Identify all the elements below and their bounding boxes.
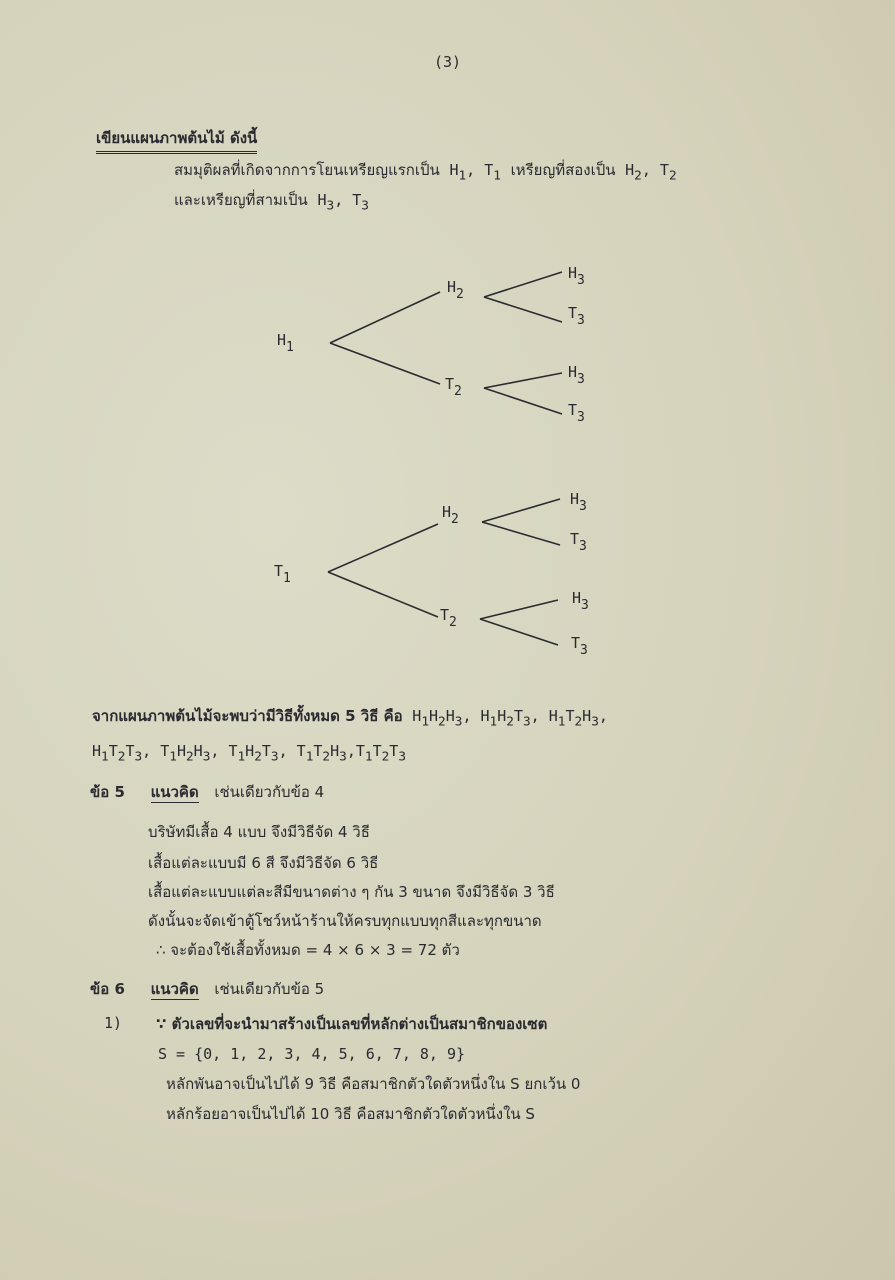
intro-text-b: เหรียญที่สองเป็น: [510, 161, 616, 179]
branch-t1-t2: [328, 572, 438, 617]
item6-label: ข้อ 6: [90, 980, 125, 998]
tree-branches: [328, 272, 562, 645]
item5-line-3: เสื้อแต่ละแบบแต่ละสีมีขนาดต่าง ๆ กัน 3 ขนาด จึงมีวิธีจัด 3 วิธี: [148, 883, 555, 901]
node-h3-a2: H3: [568, 363, 585, 387]
result-prefix: จากแผนภาพต้นไม้จะพบว่ามีวิธีทั้งหมด 5 วิธี คือ: [92, 707, 403, 725]
item5-same-note: เช่นเดียวกับข้อ 4: [214, 783, 325, 801]
node-t2-b: T2: [440, 606, 457, 630]
branch-t1-h2: [328, 524, 438, 572]
coin1-values: $H_1$, $T_1$: [449, 161, 501, 184]
item6-hundreds: หลักร้อยอาจเป็นไปได้ 10 วิธี คือสมาชิกตัวใดตัวหนึ่งใน S: [166, 1105, 535, 1123]
coin3-values: $H_3$, $T_3$: [317, 191, 369, 214]
branch-h2-h3-b: [482, 499, 560, 522]
tree-labels: [274, 264, 589, 658]
item6-sub-label: 1): [104, 1014, 123, 1032]
branch-t2-t3-b: [480, 619, 558, 645]
item6-same-note: เช่นเดียวกับข้อ 5: [214, 980, 325, 998]
item6-idea-label: แนวคิด: [150, 980, 199, 998]
result-line-1: [92, 704, 608, 728]
outcomes-row-2: $H_1T_2T_3$, $T_1H_2H_3$, $T_1H_2T_3$, $T_1T_2H_3,T_1T_2T_3$: [92, 742, 406, 765]
item5-line-2: เสื้อแต่ละแบบมี 6 สี จึงมีวิธีจัด 6 วิธี: [148, 854, 379, 872]
item5-line-1: บริษัทมีเสื้อ 4 แบบ จึงมีวิธีจัด 4 วิธี: [148, 823, 370, 841]
branch-t2-t3-a: [484, 388, 562, 414]
node-h3-b2: H3: [572, 589, 589, 613]
item5-label: ข้อ 5: [90, 783, 125, 801]
branch-t2-h3-b: [480, 600, 558, 619]
item6-header: [90, 977, 324, 1001]
item6-thousands: หลักพันอาจเป็นไปได้ 9 วิธี คือสมาชิกตัวใดตัวหนึ่งใน S ยกเว้น 0: [166, 1075, 581, 1093]
branch-h2-h3-a: [484, 272, 562, 297]
intro-text-a: สมมุติผลที่เกิดจากการโยนเหรียญแรกเป็น: [174, 161, 440, 179]
node-t3-b2: T3: [571, 634, 588, 658]
page-number: (3): [434, 53, 462, 71]
item5-idea-label: แนวคิด: [150, 783, 199, 801]
item5-line-5: ∴ จะต้องใช้เสื้อทั้งหมด = 4 × 6 × 3 = 72 ตัว: [156, 941, 460, 959]
section-heading: เขียนแผนภาพต้นไม้ ดังนี้: [96, 126, 257, 154]
item5-header: [90, 780, 324, 804]
node-h2-a: H2: [447, 278, 464, 302]
node-h3-a1: H3: [568, 264, 585, 288]
coin2-values: $H_2$, $T_2$: [625, 161, 677, 184]
node-h1: H1: [277, 331, 294, 355]
item6-because: ∵ ตัวเลขที่จะนำมาสร้างเป็นเลขที่หลักต่างเป็นสมาชิกของเซต: [156, 1015, 548, 1033]
branch-h2-t3-a: [484, 297, 562, 322]
branch-h1-h2: [330, 292, 440, 343]
node-t3-a2: T3: [568, 401, 585, 425]
node-t3-b1: T3: [570, 530, 587, 554]
item6-set: S = {0, 1, 2, 3, 4, 5, 6, 7, 8, 9}: [158, 1045, 466, 1063]
item5-line-4: ดังนั้นจะจัดเข้าตู้โชว์หน้าร้านให้ครบทุกแบบทุกสีและทุกขนาด: [148, 912, 542, 930]
outcomes-row-1: $H_1H_2H_3$, $H_1H_2T_3$, $H_1T_2H_3$,: [412, 707, 608, 730]
node-h3-b1: H3: [570, 490, 587, 514]
node-t3-a1: T3: [568, 304, 585, 328]
node-t1: T1: [274, 562, 291, 586]
branch-h1-t2: [330, 343, 440, 384]
intro-text-c: และเหรียญที่สามเป็น: [174, 191, 308, 209]
branch-t2-h3-a: [484, 373, 562, 388]
branch-h2-t3-b: [482, 522, 560, 545]
node-t2-a: T2: [445, 375, 462, 399]
node-h2-b: H2: [442, 503, 459, 527]
